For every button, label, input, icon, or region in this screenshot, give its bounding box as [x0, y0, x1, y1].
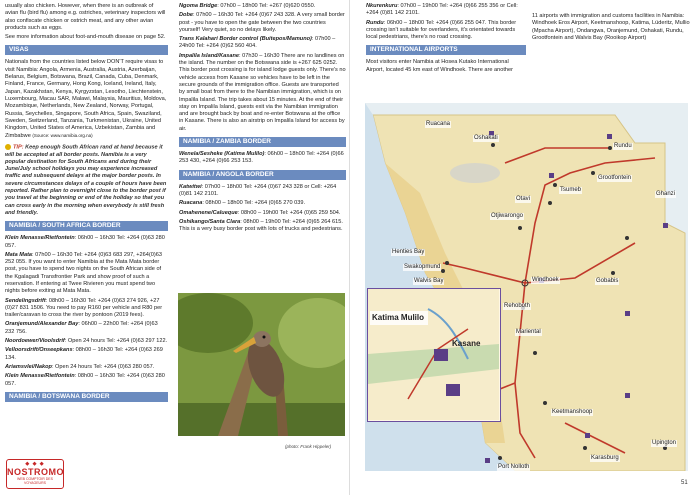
- border-post-name: Noordoewer/Vioolsdrif: [5, 338, 65, 345]
- map-label-rehoboth: Rehoboth: [504, 303, 531, 309]
- visas-text: Nationals from the countries listed below DON'T require visas to visit Namibia: Angola, Armenia, Australia, Austria, Azerbaijan, Belarus, Belgium, Botswana, Brazil, Canada, Cuba, Denmark, Finland, France, Germany, Hong Kong, Iceland, Ireland, Italy, Japan, Kazakhstan, Kenya, Kyrgyzstan, Lesotho, Liechtenstein, Luxembourg, Macau SAR, Malawi, Malaysia, Mauritius, Moldova, Mozambique, Netherlands, New Zealand, Norway, Portugal, Russia, Seychelles, Singapore, South Africa, Spain, Swaziland, Sweden, Switzerland, Tanzania, Turkmenistan, Ukraine, United Kingdom, United States of America, Uzbekistan, Zambia and Zimbabwe (Source: www.namibia.org.na): [5, 59, 167, 140]
- border-post-details: : 07h00 – 18h00 Tel: +264 (0)67 243 328 or Cell: +264 (0)81 142 2101.: [179, 183, 337, 197]
- caprivi-inset-map: [367, 288, 501, 422]
- angola-border-entry: [366, 20, 526, 42]
- zambia-border-list: [179, 151, 346, 166]
- section-heading-south-africa: NAMIBIA / SOUTH AFRICA BORDER: [5, 221, 168, 231]
- border-post-details: : 07h00 – 24h00 Tel: +264 (0)62 560 404.: [179, 36, 336, 50]
- tip-label: TIP:: [13, 144, 24, 151]
- angola-border-entry: [366, 3, 526, 18]
- intro-paragraph: usually also chicken. However, when there is an outbreak of avian flu (bird flu) among e.g. ostriches, veterinary inspectors will also confiscate chicken or ostrich meat, and any other avian products such as eggs.: [5, 3, 166, 31]
- map-label-keetmanshoop: Keetmanshoop: [552, 409, 593, 415]
- border-post-name: Omahenene/Calueque: [179, 209, 238, 216]
- tip-icon: [5, 144, 11, 150]
- map-label-upington: Upington: [652, 440, 677, 446]
- botswana-border-entry: [179, 3, 346, 10]
- visas-source: (Source: www.namibia.org.na): [32, 133, 93, 139]
- map-label-oshakati: Oshakati: [474, 135, 498, 141]
- map-label-rundu: Rundu: [614, 143, 632, 149]
- border-post-name: Mata Mata: [5, 251, 33, 258]
- botswana-border-entry: [179, 36, 346, 51]
- angola-border-entry: [179, 184, 346, 199]
- border-post-details: : 08h00 – 18h00 Tel: +264 (0)65 270 039.: [202, 200, 306, 207]
- map-label-ghanzi: Ghanzi: [656, 191, 676, 197]
- map-label-otavi: Otavi: [516, 196, 531, 202]
- border-post-details: : 07h00 – 16h30 Tel: +264 (0)63 683 297, +264(0)63 252 055. If you want to enter Namibia at the Mata Mata border post, you have to spend two nights on the South African side of the Kgalagadi Transfrontier Park and show proof of such a reservation. If entering at Twee Rivieren you must spend two nights before exiting at Mata Mata.: [5, 251, 162, 295]
- nostromo-logo: ◆ ◆ ◆ NOSTROMO WEB COMPTOIR DES VOYAGEURS: [6, 459, 64, 489]
- inset-label-kasane: Kasane: [452, 339, 481, 348]
- tip-box: [5, 144, 168, 217]
- map-label-walvis-bay: Walvis Bay: [414, 278, 444, 284]
- border-post-details: : 08h00 – 16h30 Tel: +264 (0)63 269 134.: [5, 347, 163, 361]
- border-post-details: : 07h30 – 16h30 There are no landlines on the island. The number on the Botswana side is +267 625 0252. This border post crossing is for island lodge guests only. There's no vehicle access from Kasane so vehicles have to be left in the secure grounds of the immigration office. Guests are transported by small boat from there to the Namibian immigration, which is on Impalila Island. The trip takes about 15 minutes. At the end of their stay on Impalila Island, guests exit via the Namibian immigration and are brought back by boat and re-enter Botswana at the office in Kasane. There is also an airstrip on Impalila Island for access by air.: [179, 52, 346, 132]
- sa-border-entry: [5, 321, 168, 336]
- map-label-port-nolloth: Port Nolloth: [498, 464, 530, 470]
- border-post-name: Ruacana: [179, 200, 203, 207]
- page-number: 51: [681, 480, 688, 486]
- map-label-tsumeb: Tsumeb: [560, 187, 582, 193]
- airports-list-text: 11 airports with immigration and customs facilities in Namibia: Windhoek Eros Airport, Keetmanshoop, Katima, Lüderitz, Mullio (Mpacha Airport), Ondangwa, Oranjemund, Oshakati, Rundu, Grootfontein and Walvis Bay (Rooikop Airport): [532, 13, 690, 41]
- border-post-details: : 06h00 – 22h00 Tel: +264 (0)63 232 756.: [5, 321, 158, 335]
- section-heading-international-airports: INTERNATIONAL AIRPORTS: [366, 45, 526, 55]
- sa-border-entry: [5, 364, 168, 371]
- sa-border-entry: [5, 235, 168, 250]
- border-post-name: Impalila Island/Kasane: [179, 52, 240, 59]
- border-post-details: : 08h00 – 19h00 Tel: +264 (0)65 264 615. This is a very busy border post with lots of trucks and pedestrians.: [179, 218, 343, 233]
- map-label-ruacana: Ruacana: [426, 121, 451, 127]
- angola-border-entry: [179, 219, 346, 234]
- border-post-name: Klein Menasse/Rietfontein: [5, 235, 75, 242]
- airports-text: Most visitors enter Namibia at Hosea Kutako International Airport, located 45 km east of Windhoek. There are another: [366, 59, 513, 73]
- sa-border-entry: [5, 252, 168, 296]
- left-column-1: [5, 3, 168, 406]
- border-post-name: Klein Menasse/Rietfontein: [5, 373, 75, 380]
- border-post-details: : Open 24 hours Tel: +264 (0)63 280 057.: [51, 363, 155, 370]
- border-post-details: : 07h00 – 16h30 Tel: +264 (0)67 243 328. A very small border post - you have to open the gate between the two countries yourself! Very quiet, so no delays likely.: [179, 12, 345, 33]
- border-post-name: Sendelingsdrift: [5, 297, 46, 304]
- border-post-name: Rundu: [366, 19, 384, 26]
- sa-border-list: [5, 235, 168, 388]
- border-post-name: Trans Kalahari Border control (Buitepos/Mamuno): [179, 36, 312, 43]
- left-column-2: [179, 3, 346, 235]
- border-post-details: : 08h00 – 19h00 Tel: +264 (0)65 259 504.: [237, 209, 341, 216]
- zambia-border-entry: [179, 151, 346, 166]
- botswana-border-list: [179, 3, 346, 133]
- angola-border-list: [179, 184, 346, 234]
- map-label-henties-bay: Henties Bay: [392, 249, 425, 255]
- namibia-map: [365, 103, 688, 471]
- border-post-details: : 06h00 – 16h30 Tel: +264 (0)63 280 057.: [5, 235, 165, 249]
- border-post-name: Wenela/Sesheke (Katima Mulilo): [179, 151, 265, 158]
- border-post-details: : 06h00 – 18h00 Tel: +264 (0)66 253 430, +264 (0)66 253 153.: [179, 151, 344, 165]
- border-post-details: : 06h00 – 18h00 Tel: +264 (0)66 255 047. This border crossing isn't suitable for overlanders, it's orientated towards local pedestrians, there's no road crossing.: [366, 19, 517, 41]
- right-column-2: [532, 13, 692, 44]
- section-heading-botswana: NAMIBIA / BOTSWANA BORDER: [5, 392, 168, 402]
- border-post-details: : Open 24 hours Tel: +264 (0)63 297 122.: [64, 338, 168, 345]
- border-post-details: : 08h00 – 16h30 Tel: +264 (0)63 280 057.: [5, 373, 165, 387]
- section-heading-zambia: NAMIBIA / ZAMBIA BORDER: [179, 137, 346, 147]
- border-post-name: Katwitwi: [179, 183, 202, 190]
- border-post-name: Oranjemund/Alexander Bay: [5, 321, 79, 328]
- photo-credit: (photo: Frank Hippeler): [285, 444, 332, 449]
- border-post-name: Velloorsdrift/Onseepkans: [5, 347, 73, 354]
- map-label-windhoek: Windhoek: [532, 277, 559, 283]
- sa-border-entry: [5, 338, 168, 345]
- map-label-otjiwarongo: Otjiwarongo: [491, 213, 524, 219]
- border-post-name: Ariamsvlei/Nakop: [5, 363, 52, 370]
- botswana-border-entry: [179, 12, 346, 34]
- intro-paragraph-2: See more information about foot-and-mouth disease on page 52.: [5, 34, 166, 41]
- section-heading-angola: NAMIBIA / ANGOLA BORDER: [179, 170, 346, 180]
- map-label-karasburg: Karasburg: [591, 455, 619, 461]
- tip-text: Keep enough South African rand at hand because it will be accepted at all border posts. Namibia is a very popular destination for South Africans and during their June/July school holidays you may experience increased traffic and subsequent delays at the major border posts. In severe circumstances delays of a couple of hours have been reported. Rather plan to overnight close to the border post if you travel at the beginning or end of the holiday so that you can cross early in the morning when everybody is still fresh and friendly.: [5, 144, 167, 216]
- border-post-name: Dobe: [179, 12, 193, 19]
- border-post-details: : 07h00 – 18h00 Tel: +267 (0)620 0550.: [217, 3, 316, 9]
- map-label-swakopmund: Swakopmund: [404, 264, 441, 270]
- map-label-grootfontein: Grootfontein: [598, 175, 632, 181]
- map-label-gobabis: Gobabis: [596, 278, 619, 284]
- angola-border-entry: [179, 200, 346, 207]
- border-post-details: : 08h00 – 16h30 Tel: +264 (0)63 274 926, +27 (0)27 831 1506. You need to pay R160 per vehicle and R80 per trailer/caravan to cross the river by pontoon (2019 fees).: [5, 297, 163, 319]
- right-column-1: [366, 3, 526, 76]
- map-label-mariental: Mariental: [516, 329, 541, 335]
- border-post-name: Nkurenkuru: [366, 3, 398, 9]
- border-post-details: : 07h00 – 19h00 Tel: +264 (0)66 255 356 or Cell: +264 (0)81 142 2101.: [366, 3, 518, 17]
- angola-border-list-continued: [366, 3, 526, 41]
- sa-border-entry: [5, 347, 168, 362]
- botswana-border-entry: [179, 53, 346, 133]
- border-post-name: Oshikango/Santa Clara: [179, 218, 241, 225]
- sa-border-entry: [5, 373, 168, 388]
- hornbill-photo: [178, 293, 345, 436]
- angola-border-entry: [179, 210, 346, 217]
- sa-border-entry: [5, 298, 168, 320]
- section-heading-visas: VISAS: [5, 45, 168, 55]
- border-post-name: Ngoma Bridge: [179, 3, 218, 9]
- inset-label-katima-mulilo: Katima Mulilo: [372, 313, 425, 322]
